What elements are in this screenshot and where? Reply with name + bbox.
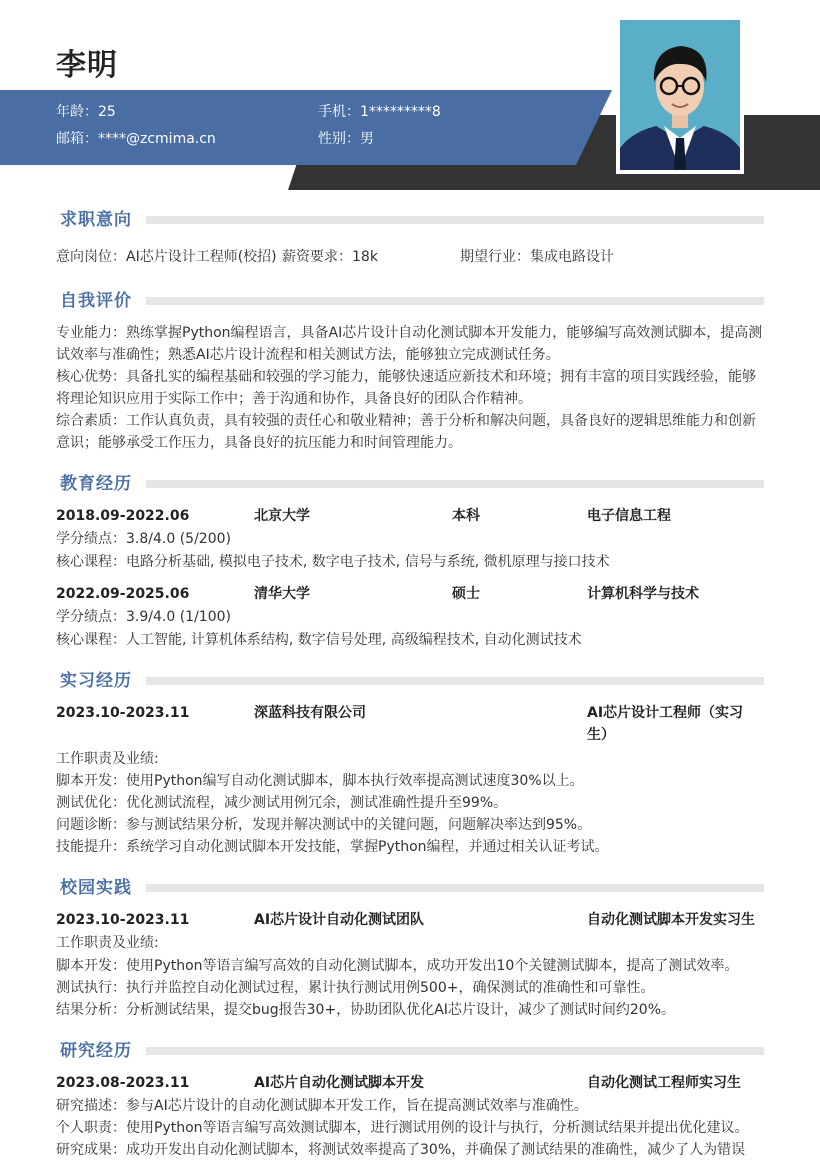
research-date: 2023.08-2023.11 — [56, 1075, 190, 1091]
campus-line: 脚本开发：使用Python等语言编写高效的自动化测试脚本，成功开发出10个关键测试脚本，提高了测试效率。 — [56, 958, 739, 974]
edu-gpa: 学分绩点：3.8/4.0 (5/200) — [56, 531, 231, 547]
research-line: 研究描述：参与AI芯片设计的自动化测试脚本开发工作，旨在提高测试效率与准确性。 — [56, 1098, 588, 1114]
campus-date: 2023.10-2023.11 — [56, 912, 190, 928]
internship-date: 2023.10-2023.11 — [56, 705, 190, 721]
section-divider — [146, 677, 764, 685]
internship-line: 测试优化：优化测试流程，减少测试用例冗余，测试准确性提升至99%。 — [56, 795, 508, 811]
campus-line: 结果分析：分析测试结果，提交bug报告30+，协助团队优化AI芯片设计，减少了测试时间约20%。 — [56, 1002, 676, 1018]
edu-date: 2018.09-2022.06 — [56, 508, 190, 524]
edu-courses: 核心课程：电路分析基础, 模拟电子技术, 数字电子技术, 信号与系统, 微机原理与接口技术 — [56, 554, 610, 570]
internship-line: 问题诊断：参与测试结果分析，发现并解决测试中的关键问题，问题解决率达到95%。 — [56, 817, 592, 833]
research-line: 个人职责：使用Python等语言编写高效测试脚本，进行测试用例的设计与执行，分析测试结果并提出优化建议。 — [56, 1120, 749, 1136]
intent-industry: 期望行业：集成电路设计 — [460, 249, 614, 265]
edu-degree: 硕士 — [452, 586, 480, 602]
email-text: 邮箱：****@zcmima.cn — [56, 131, 216, 147]
section-title: 研究经历 — [60, 1041, 132, 1061]
age-text: 年龄：25 — [56, 104, 116, 120]
section-header-research — [56, 1039, 764, 1063]
self-eval-paragraph: 专业能力：熟练掌握Python编程语言，具备AI芯片设计自动化测试脚本开发能力，能够编写高效测试脚本，提高测试效率与准确性；熟悉AI芯片设计流程和相关测试方法，能够独立完成测试任务。 — [56, 325, 763, 363]
research-role: 自动化测试工程师实习生 — [587, 1075, 741, 1091]
section-header-self-evaluation — [56, 289, 764, 313]
research-line: 研究成果：成功开发出自动化测试脚本，将测试效率提高了30%，并确保了测试结果的准确性，减少了人为错误 — [56, 1142, 746, 1158]
edu-date: 2022.09-2025.06 — [56, 586, 190, 602]
avatar-portrait-icon — [620, 20, 740, 170]
section-divider — [146, 1047, 764, 1055]
internship-role: AI芯片设计工程师（实习生） — [587, 705, 744, 743]
research-project: AI芯片自动化测试脚本开发 — [254, 1075, 425, 1091]
internship-line: 脚本开发：使用Python编写自动化测试脚本，脚本执行效率提高测试速度30%以上。 — [56, 773, 584, 789]
section-title: 教育经历 — [60, 474, 132, 494]
section-divider — [146, 480, 764, 488]
section-title: 求职意向 — [60, 210, 132, 230]
gender-text: 性别：男 — [318, 131, 374, 147]
profile-photo — [616, 16, 744, 174]
candidate-name: 李明 — [56, 48, 118, 83]
edu-courses: 核心课程：人工智能, 计算机体系结构, 数字信号处理, 高级编程技术, 自动化测试技术 — [56, 632, 582, 648]
edu-degree: 本科 — [452, 508, 480, 524]
internship-line: 技能提升：系统学习自动化测试脚本开发技能，掌握Python编程，并通过相关认证考试。 — [56, 839, 609, 855]
edu-school: 北京大学 — [254, 508, 310, 524]
edu-school: 清华大学 — [254, 586, 310, 602]
section-header-education — [56, 472, 764, 496]
section-divider — [146, 884, 764, 892]
intent-position: 意向岗位：AI芯片设计工程师(校招) — [56, 249, 277, 265]
edu-major: 计算机科学与技术 — [587, 586, 699, 602]
internship-line: 工作职责及业绩: — [56, 751, 159, 767]
internship-company: 深蓝科技有限公司 — [254, 705, 366, 721]
self-eval-paragraph: 核心优势：具备扎实的编程基础和较强的学习能力，能够快速适应新技术和环境；拥有丰富的项目实践经验，能够将理论知识应用于实际工作中；善于沟通和协作，具备良好的团队合作精神。 — [56, 369, 756, 407]
campus-line: 测试执行：执行并监控自动化测试过程，累计执行测试用例500+，确保测试的准确性和可靠性。 — [56, 980, 655, 996]
edu-gpa: 学分绩点：3.9/4.0 (1/100) — [56, 609, 231, 625]
section-header-campus — [56, 876, 764, 900]
section-title: 自我评价 — [60, 291, 132, 311]
self-eval-paragraph: 综合素质：工作认真负责，具有较强的责任心和敬业精神；善于分析和解决问题，具备良好的逻辑思维能力和创新意识；能够承受工作压力，具备良好的抗压能力和时间管理能力。 — [56, 413, 756, 451]
section-header-intent — [56, 208, 764, 232]
section-title: 实习经历 — [60, 671, 132, 691]
section-title: 校园实践 — [60, 878, 132, 898]
section-divider — [146, 297, 764, 305]
campus-line: 工作职责及业绩: — [56, 935, 159, 951]
phone-text: 手机：1*********8 — [318, 104, 441, 120]
edu-major: 电子信息工程 — [587, 508, 671, 524]
section-divider — [146, 216, 764, 224]
campus-role: 自动化测试脚本开发实习生 — [587, 912, 755, 928]
campus-org: AI芯片设计自动化测试团队 — [254, 912, 425, 928]
intent-salary: 薪资要求：18k — [282, 249, 378, 265]
section-header-internship — [56, 669, 764, 693]
